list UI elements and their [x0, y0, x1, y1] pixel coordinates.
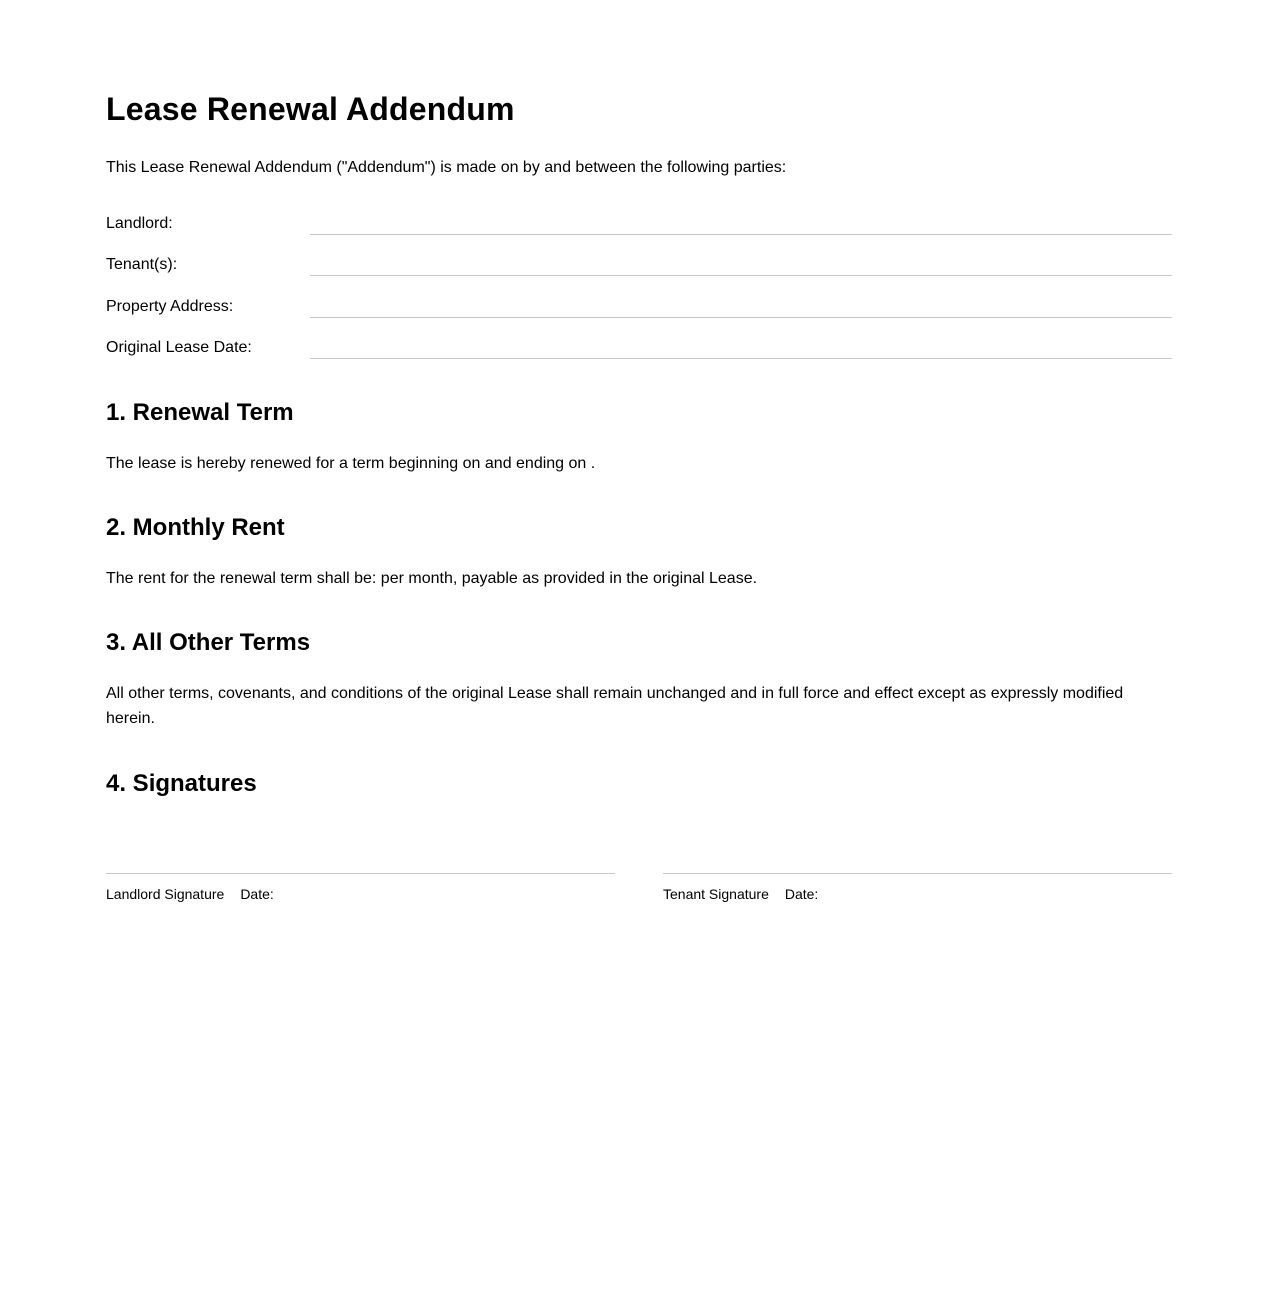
landlord-signature-label: Landlord Signature — [106, 886, 225, 902]
landlord-blank-line — [310, 234, 1172, 235]
parties-list — [106, 194, 1172, 360]
property-address-label: Property Address: — [106, 297, 234, 315]
section-body-renewal-term: The lease is hereby renewed for a term beginning on and ending on . — [106, 455, 596, 472]
document-title: Lease Renewal Addendum — [106, 91, 515, 127]
tenant-signature-label: Tenant Signature — [663, 886, 769, 902]
original-lease-date-label: Original Lease Date: — [106, 339, 252, 356]
party-row-original-lease-date — [106, 319, 1172, 361]
tenants-label: Tenant(s): — [106, 256, 178, 273]
tenant-signature-block — [663, 873, 1172, 903]
section-heading-monthly-rent: 2. Monthly Rent — [106, 514, 285, 541]
tenants-blank-line — [310, 275, 1172, 276]
landlord-label: Landlord: — [106, 214, 173, 232]
landlord-date-label: Date: — [240, 886, 274, 902]
original-lease-date-blank-line — [310, 358, 1172, 359]
section-body-all-other-terms: All other terms, covenants, and conditions of the original Lease shall remain unchanged and in full force and effect except as expressly modified herein. — [106, 685, 1124, 727]
party-row-tenants — [106, 236, 1172, 278]
signatures-row — [106, 873, 1172, 903]
landlord-signature-line — [106, 873, 615, 874]
property-address-blank-line — [310, 317, 1172, 318]
tenant-signature-line — [663, 873, 1172, 874]
tenant-date-label: Date: — [784, 886, 819, 902]
landlord-signature-block — [106, 873, 615, 903]
section-heading-all-other-terms: 3. All Other Terms — [106, 629, 311, 656]
section-heading-renewal-term: 1. Renewal Term — [106, 399, 294, 426]
landlord-signature-caption — [106, 885, 615, 903]
section-body-monthly-rent: The rent for the renewal term shall be: per month, payable as provided in the original Lease. — [106, 570, 758, 587]
party-row-landlord — [106, 194, 1172, 236]
party-row-property-address — [106, 277, 1172, 319]
section-heading-signatures: 4. Signatures — [106, 770, 257, 797]
intro-paragraph: This Lease Renewal Addendum ("Addendum") is made on by and between the following parties: — [106, 159, 787, 176]
tenant-signature-caption — [663, 885, 1172, 903]
